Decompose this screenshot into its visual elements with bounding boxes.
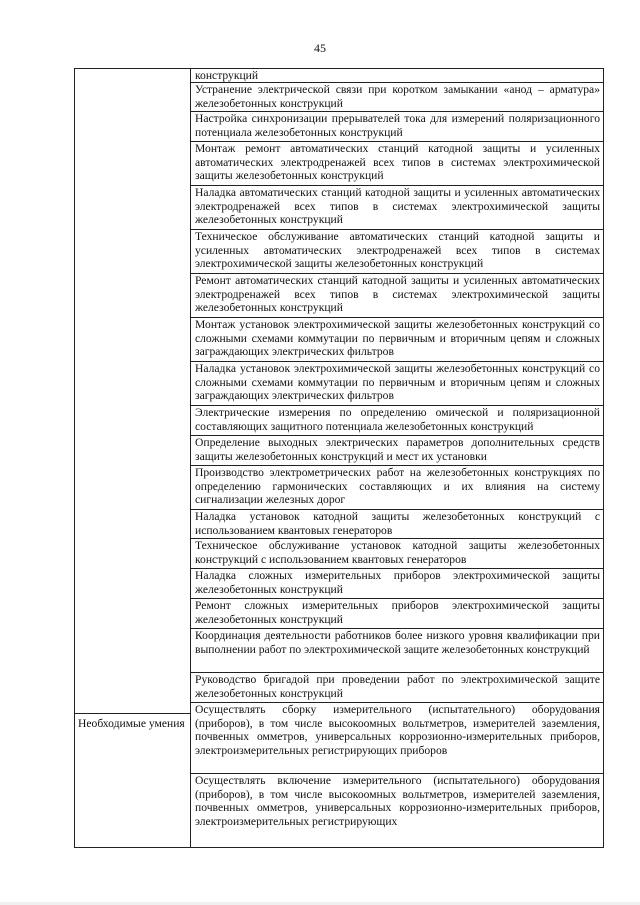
table-cell: Монтаж установок электрохимической защиты железобетонных конструкций со сложными схемами коммутации по первичным и вторичным цепям и сложных заграждающих электрических фильтров bbox=[191, 318, 603, 362]
table-cell: Координация деятельности работников более низкого уровня квалификации при выполнении работ по электрохимической защите железобетонных конструкций bbox=[191, 629, 603, 673]
table-cell: Определение выходных электрических параметров дополнительных средств защиты железобетонных конструкций и мест их установки bbox=[191, 436, 603, 466]
table-cell: Осуществлять сборку измерительного (испытательного) оборудования (приборов), в том числе высокоомных вольтметров, измерителей заземления, почвенных омметров, универсальных коррозионно-измерительных приборов, электроизмерительных регистрирующих приборов bbox=[191, 703, 603, 774]
row-divider bbox=[75, 713, 191, 714]
right-column bbox=[191, 69, 603, 838]
competency-table bbox=[74, 68, 604, 848]
table-cell: Устранение электрической связи при коротком замыкании «анод – арматура» железобетонных конструкций bbox=[191, 83, 603, 112]
section-label: Необходимые умения bbox=[78, 717, 185, 730]
table-cell: Наладка установок катодной защиты железобетонных конструкций с использованием квантовых генераторов bbox=[191, 510, 603, 539]
table-cell: Техническое обслуживание установок катодной защиты железобетонных конструкций с использованием квантовых генераторов bbox=[191, 539, 603, 569]
table-cell: Ремонт сложных измерительных приборов электрохимической защиты железобетонных конструкций bbox=[191, 599, 603, 629]
table-cell: Наладка установок электрохимической защиты железобетонных конструкций со сложными схемами коммутации по первичным и вторичным цепям и сложных заграждающих электрических фильтров bbox=[191, 362, 603, 406]
table-cell: Наладка автоматических станций катодной защиты и усиленных автоматических электродренажей всех типов в системах электрохимической защиты железобетонных конструкций bbox=[191, 186, 603, 230]
table-cell: Осуществлять включение измерительного (испытательного) оборудования (приборов), в том числе высокоомных вольтметров, измерителей заземления, почвенных омметров, универсальных коррозионно-измерительных приборов, электроизмерительных регистрирующих bbox=[195, 774, 600, 828]
table-cell: Техническое обслуживание автоматических станций катодной защиты и усиленных автоматических электродренажей всех типов в системах электрохимической защиты железобетонных конструкций bbox=[191, 230, 603, 274]
table-cell: Ремонт автоматических станций катодной защиты и усиленных автоматических электродренажей всех типов в системах электрохимической защиты железобетонных конструкций bbox=[191, 274, 603, 318]
table-cell: Монтаж ремонт автоматических станций катодной защиты и усиленных автоматических электродренажей всех типов в системах электрохимической защиты железобетонных конструкций bbox=[191, 142, 603, 186]
table-cell: конструкций bbox=[191, 69, 603, 83]
table-cell: Наладка сложных измерительных приборов электрохимической защиты железобетонных конструкций bbox=[191, 569, 603, 599]
table-cell: Настройка синхронизации прерывателей тока для измерений поляризационного потенциала железобетонных конструкций bbox=[191, 112, 603, 142]
table-cell: Электрические измерения по определению омической и поляризационной составляющих защитного потенциала железобетонных конструкций bbox=[191, 406, 603, 436]
left-column bbox=[75, 69, 191, 847]
table-cell: Производство электрометрических работ на железобетонных конструкциях по определению гармонических составляющих и их влияния на систему сигнализации железных дорог bbox=[191, 466, 603, 510]
table-cell: Руководство бригадой при проведении работ по электрохимической защите железобетонных конструкций bbox=[191, 673, 603, 703]
page-number: 45 bbox=[314, 41, 326, 55]
